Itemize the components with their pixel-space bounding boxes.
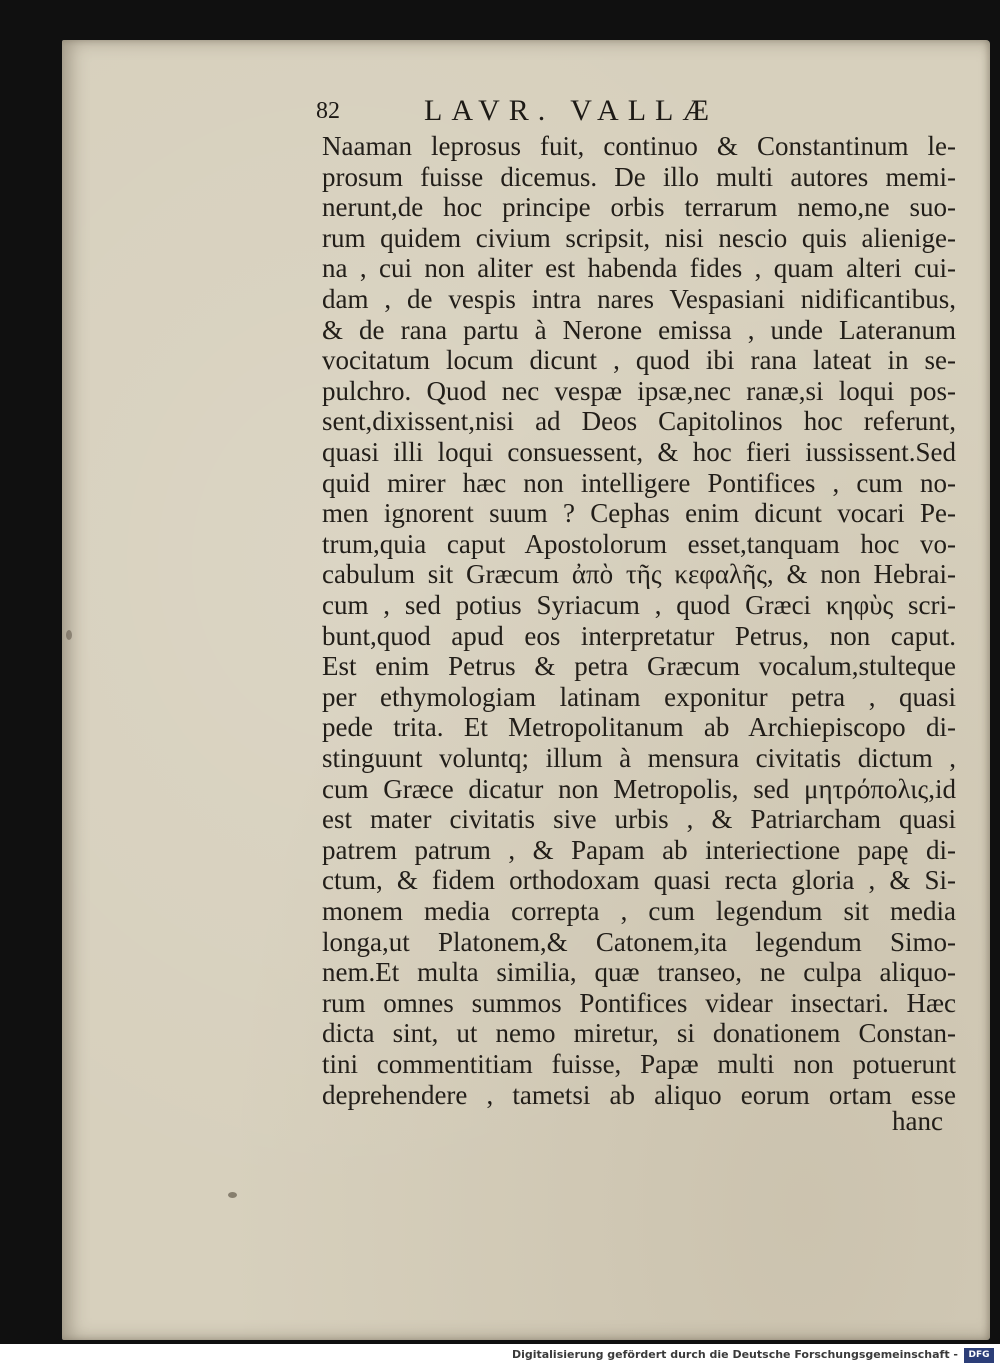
text-line: & de rana partu à Nerone emissa , unde Lateranum — [322, 314, 956, 345]
text-line: men ignorent suum ? Cephas enim dicunt vocari Pe- — [322, 498, 956, 529]
footer-bar — [0, 1344, 1000, 1368]
text-line: deprehendere , tametsi ab aliquo eorum ortam esse — [322, 1079, 956, 1110]
text-line: pede trita. Et Metropolitanum ab Archiepiscopo di- — [322, 712, 956, 743]
text-line: rum quidem civium scripsit, nisi nescio quis alienige- — [322, 222, 956, 253]
text-line: Est enim Petrus & petra Græcum vocalum,stulteque — [322, 651, 956, 682]
text-line: per ethymologiam latinam exponitur petra , quasi — [322, 681, 956, 712]
text-line: stinguunt voluntq; illum à mensura civitatis dictum , — [322, 743, 956, 773]
margin-mark — [66, 630, 72, 640]
dfg-credit-text: Digitalisierung gefördert durch die Deutsche Forschungsgemeinschaft - — [511, 1348, 958, 1361]
text-line: cabulum sit Græcum ἀπὸ τῆς κεφαλῆς, & non Hebrai- — [322, 559, 956, 590]
text-line: cum Græce dicatur non Metropolis, sed μητρόπολις,id — [322, 773, 956, 804]
ink-stain — [228, 1192, 237, 1198]
page-number: 82 — [316, 98, 340, 124]
main-text — [322, 130, 956, 1140]
text-line: Naaman leprosus fuit, continuo & Constantinum le- — [322, 131, 956, 161]
text-line: nerunt,de hoc principe orbis terrarum nemo,ne suo- — [322, 192, 956, 223]
text-line: longa,ut Platonem,& Catonem,ita legendum Simo- — [322, 926, 956, 957]
text-line: na , cui non aliter est habenda fides , quam alteri cui- — [322, 253, 956, 284]
text-line: cum , sed potius Syriacum , quod Græci κηφὺς scri- — [322, 590, 956, 620]
text-line: dam , de vespis intra nares Vespasiani nidificantibus, — [322, 284, 956, 314]
dfg-logo: DFG — [964, 1348, 994, 1363]
text-line: ctum, & fidem orthodoxam quasi recta gloria , & Si- — [322, 865, 956, 896]
text-line: dicta sint, ut nemo miretur, si donationem Constan- — [322, 1018, 956, 1049]
text-line: quid mirer hæc non intelligere Pontifices , cum no- — [322, 467, 956, 498]
text-line: rum omnes summos Pontifices videar insectari. Hæc — [322, 987, 956, 1018]
text-line: nem.Et multa similia, quæ transeo, ne culpa aliquo- — [322, 957, 956, 988]
catchword: hanc — [892, 1106, 943, 1136]
text-line: patrem patrum , & Papam ab interiectione papę di- — [322, 834, 956, 865]
text-line: tini commentitiam fuisse, Papæ multi non potuerunt — [322, 1049, 956, 1079]
page-header — [316, 92, 916, 132]
text-line: bunt,quod apud eos interpretatur Petrus, non caput. — [322, 620, 956, 651]
running-head: LAVR. VALLÆ — [424, 94, 719, 127]
text-line: vocitatum locum dicunt , quod ibi rana lateat in se- — [322, 345, 956, 376]
text-line: quasi illi loqui consuessent, & hoc fieri iussissent.Sed — [322, 437, 956, 467]
text-line: pulchro. Quod nec vespæ ipsæ,nec ranæ,si loqui pos- — [322, 375, 956, 406]
text-line: est mater civitatis sive urbis , & Patriarcham quasi — [322, 804, 956, 835]
text-line: trum,quia caput Apostolorum esset,tanquam hoc vo- — [322, 528, 956, 559]
text-line: prosum fuisse dicemus. De illo multi autores memi- — [322, 161, 956, 192]
text-line: sent,dixissent,nisi ad Deos Capitolinos hoc referunt, — [322, 406, 956, 437]
text-line: monem media correpta , cum legendum sit media — [322, 896, 956, 926]
